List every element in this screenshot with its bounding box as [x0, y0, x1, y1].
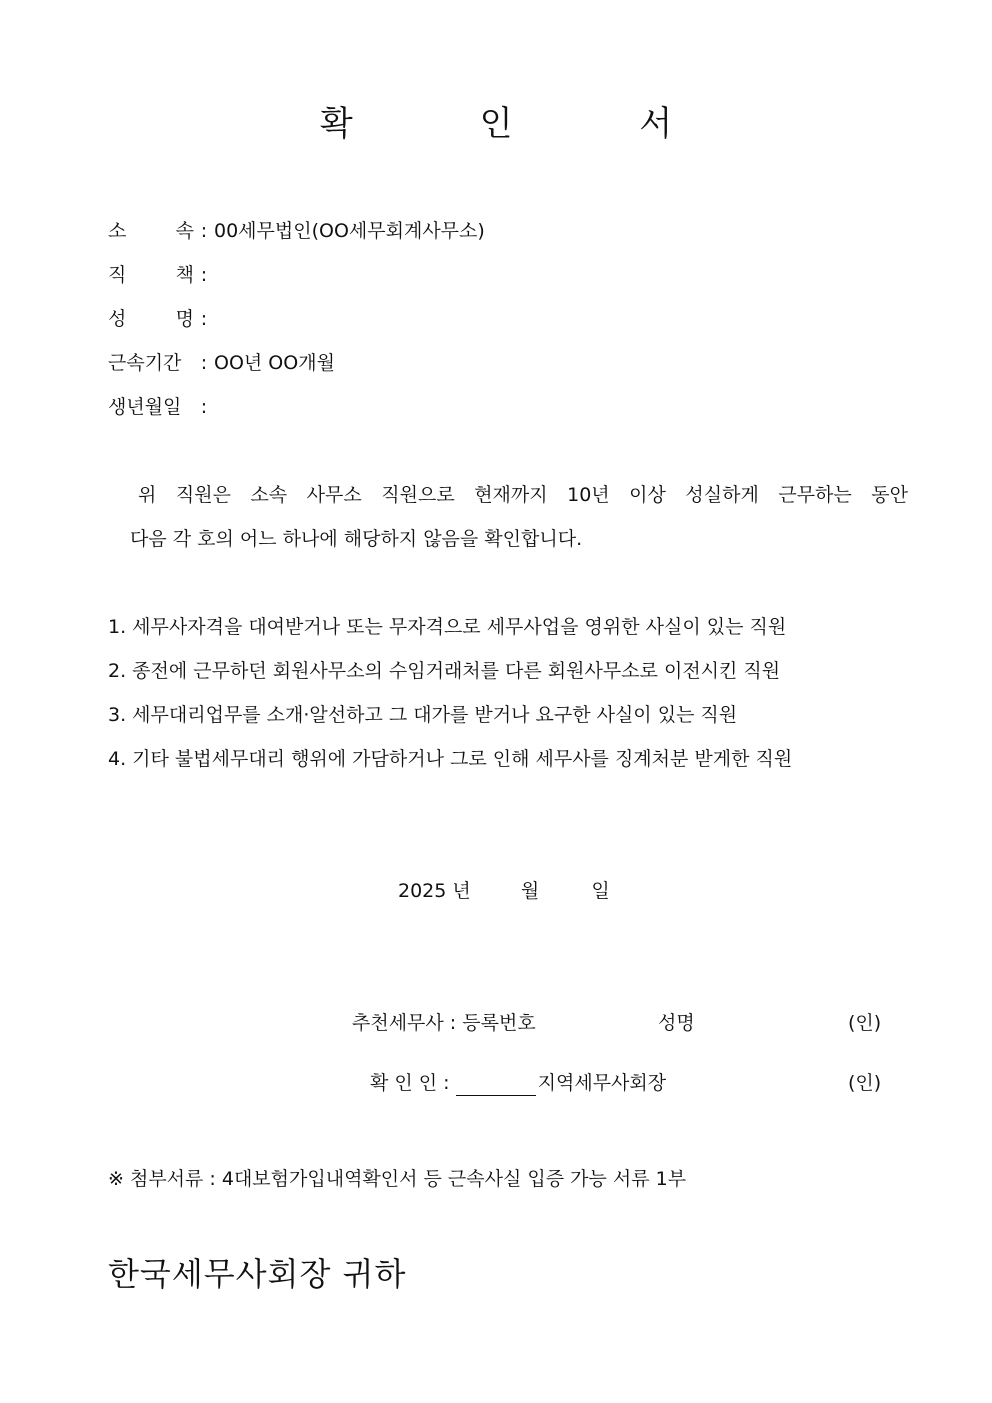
field-name	[108, 306, 214, 332]
field-label: 성 명	[108, 308, 194, 330]
field-value: 00세무법인(OO세무회계사무소)	[214, 220, 485, 242]
date-line	[398, 878, 610, 904]
list-item: 4. 기타 불법세무대리 행위에 가담하거나 그로 인해 세무사를 징계처분 받게한 직원	[108, 748, 793, 770]
confirmer-seal: (인)	[848, 1072, 882, 1094]
field-tenure	[108, 350, 335, 376]
field-position	[108, 262, 214, 288]
paragraph-line-1: 위 직원은 소속 사무소 직원으로 현재까지 10년 이상 성실하게 근무하는 동안	[138, 484, 908, 506]
confirmer-label: 확 인 인 :	[370, 1072, 450, 1094]
recommender-seal: (인)	[848, 1012, 882, 1034]
field-label: 근속기간	[108, 352, 182, 374]
region-blank-line	[456, 1075, 536, 1096]
list-item: 3. 세무대리업무를 소개·알선하고 그 대가를 받거나 요구한 사실이 있는 직원	[108, 704, 738, 726]
association-suffix: 지역세무사회장	[537, 1072, 667, 1094]
recommender-label: 추천세무사 : 등록번호	[352, 1012, 536, 1034]
list-item: 2. 종전에 근무하던 회원사무소의 수임거래처를 다른 회원사무소로 이전시킨 직원	[108, 660, 781, 682]
field-label: 직 책	[108, 264, 194, 286]
date-month-unit: 월	[520, 880, 540, 902]
date-year-unit: 년	[452, 880, 471, 902]
field-colon: :	[200, 220, 208, 242]
paragraph-line-2: 다음 각 호의 어느 하나에 해당하지 않음을 확인합니다.	[130, 528, 583, 550]
document-title: 확 인 서	[319, 104, 731, 144]
field-label: 생년월일	[108, 396, 182, 418]
field-colon: :	[200, 308, 208, 330]
field-birthdate	[108, 394, 214, 420]
list-item: 1. 세무사자격을 대여받거나 또는 무자격으로 세무사업을 영위한 사실이 있는 직원	[108, 616, 787, 638]
attachment-note: ※ 첨부서류 : 4대보험가입내역확인서 등 근속사실 입증 가능 서류 1부	[108, 1168, 687, 1190]
date-day-unit: 일	[591, 880, 610, 902]
addressee: 한국세무사회장 귀하	[108, 1255, 407, 1293]
recommender-name-label: 성명	[658, 1012, 695, 1034]
date-year: 2025	[398, 880, 447, 902]
field-colon: :	[200, 396, 208, 418]
confirmer-row	[370, 1070, 666, 1096]
field-affiliation	[108, 218, 485, 244]
field-colon: :	[200, 264, 208, 286]
field-label: 소 속	[108, 220, 194, 242]
field-colon: :	[200, 352, 208, 374]
field-value: OO년 OO개월	[214, 352, 335, 374]
